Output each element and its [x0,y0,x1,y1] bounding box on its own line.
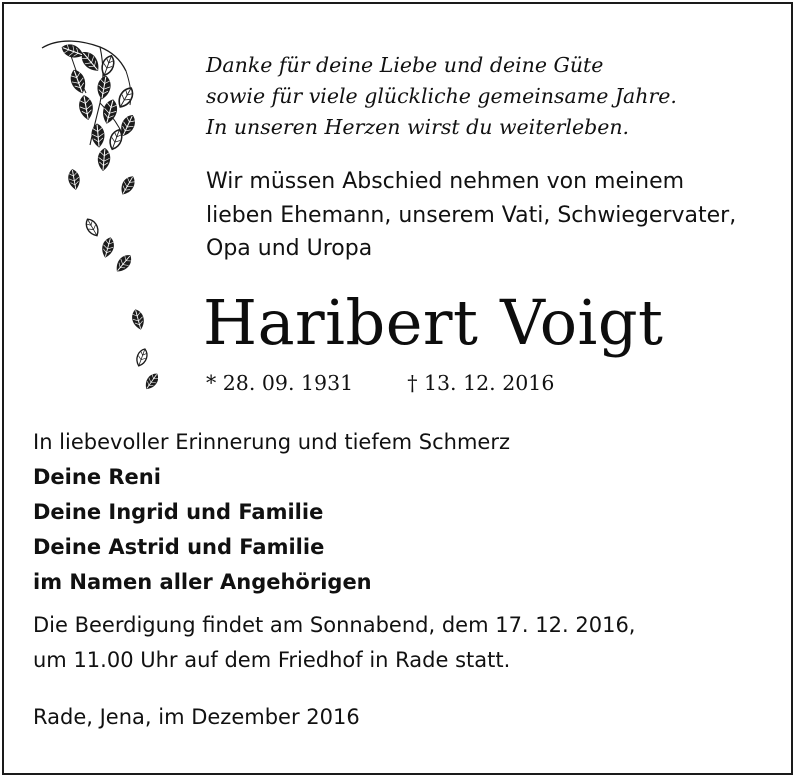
quote-line-2: sowie für viele glückliche gemeinsame Jahre. [206,84,677,108]
farewell-quote [206,50,776,143]
quote-line-3: In unseren Herzen wirst du weiterleben. [206,115,630,139]
birth-date: * 28. 09. 1931 [206,371,354,395]
intro-line-3: Opa und Uropa [206,236,373,261]
deceased-first-name: Haribert [203,286,479,359]
life-dates [206,368,554,398]
announcement-intro [206,165,776,266]
mourner-line: Deine Reni [33,465,161,489]
death-date: † 13. 12. 2016 [407,371,555,395]
deceased-name [203,283,663,363]
mourner-line: im Namen aller Angehörigen [33,570,372,594]
mourner-line: Deine Ingrid und Familie [33,500,324,524]
intro-line-2: lieben Ehemann, unserem Vati, Schwiegervater, [206,202,737,228]
place-and-date: Rade, Jena, im Dezember 2016 [33,705,360,729]
funeral-line-1: Die Beerdigung findet am Sonnabend, dem 17. 12. 2016, [33,613,636,637]
memorial-intro: In liebevoller Erinnerung und tiefem Schmerz [33,430,511,454]
quote-line-1: Danke für deine Liebe und deine Güte [206,53,604,77]
deceased-last-name: Voigt [500,286,664,359]
falling-leaves-icon [38,35,158,395]
memorial-section [33,425,773,600]
funeral-line-2: um 11.00 Uhr auf dem Friedhof in Rade statt. [33,648,511,672]
intro-line-1: Wir müssen Abschied nehmen von meinem [206,169,685,194]
funeral-details [33,608,773,678]
mourner-line: Deine Astrid und Familie [33,535,325,559]
